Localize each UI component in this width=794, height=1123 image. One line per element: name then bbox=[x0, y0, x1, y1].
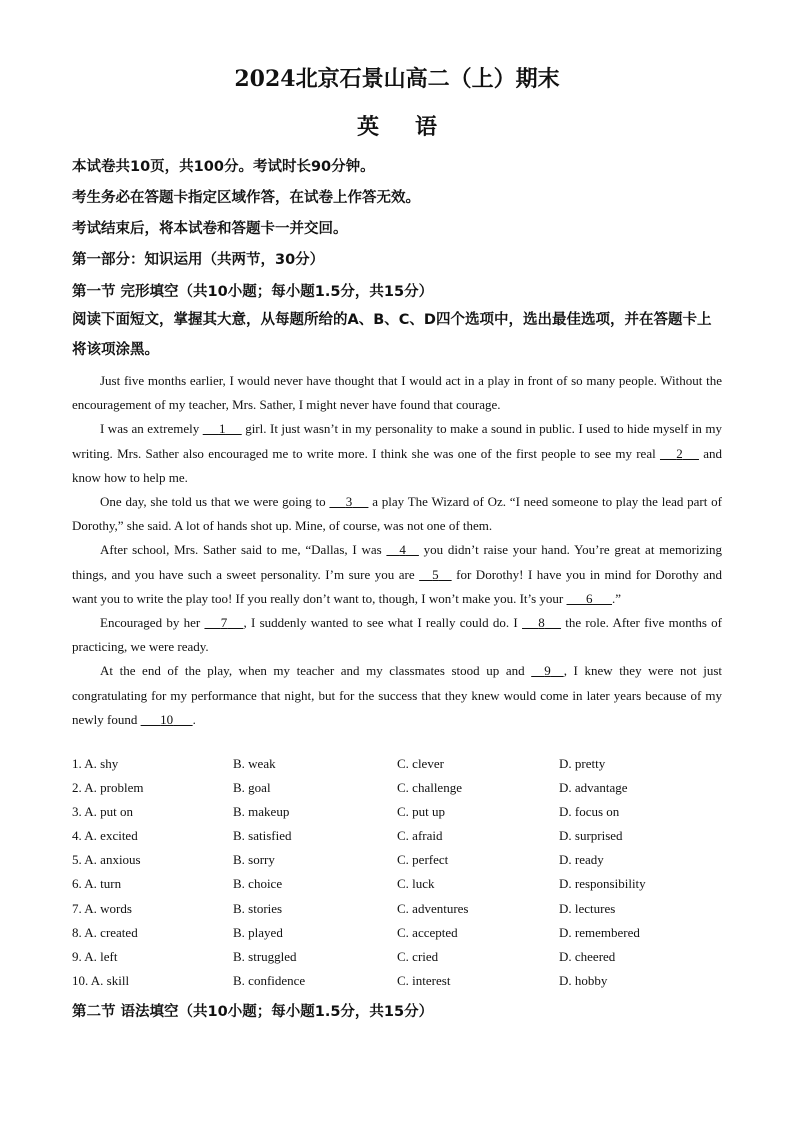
blank-9: 9 bbox=[544, 663, 551, 679]
passage-text: and know how to help me. bbox=[72, 445, 723, 485]
exam-subject: 英语 bbox=[356, 114, 473, 140]
passage-text: , I suddenly wanted to see what I really could do. I bbox=[243, 615, 523, 631]
section1-heading: 第一节 完形填空（共10小题；每小题1.5分，共15分） bbox=[72, 284, 434, 300]
instruction-line-2: 考生务必在答题卡指定区域作答，在试卷上作答无效。 bbox=[72, 190, 420, 206]
part1-heading: 第一部分：知识运用（共两节，30分） bbox=[72, 252, 325, 268]
passage-text: you didn’t raise your hand. You’re great at memorizing things, and you have such a sweet personality. I’m sure you are bbox=[72, 542, 722, 582]
option-b: B. struggled bbox=[233, 948, 297, 964]
option-c: C. put up bbox=[397, 804, 446, 820]
option-c: C. clever bbox=[397, 756, 444, 771]
passage-paragraph bbox=[72, 538, 722, 611]
blank-6: 6 bbox=[586, 590, 593, 606]
blank-4: 4 bbox=[399, 542, 406, 558]
passage-paragraph bbox=[72, 369, 722, 417]
instruction-line-1: 本试卷共10页，共100分。考试时长90分钟。 bbox=[72, 159, 375, 175]
section2-heading: 第二节 语法填空（共10小题；每小题1.5分，共15分） bbox=[72, 1004, 434, 1020]
options-row-10 bbox=[72, 973, 732, 997]
options-row-4 bbox=[72, 828, 732, 852]
answer-options bbox=[72, 756, 732, 997]
option-c: C. afraid bbox=[397, 828, 443, 844]
passage-text: After school, Mrs. Sather said to me, “Dallas, I was bbox=[100, 542, 387, 558]
options-row-6 bbox=[72, 876, 732, 900]
instruction-line-3: 考试结束后，将本试卷和答题卡一并交回。 bbox=[72, 221, 348, 237]
blank-7: 7 bbox=[220, 615, 228, 631]
option-b: B. satisfied bbox=[233, 828, 292, 844]
option-d: D. advantage bbox=[559, 780, 628, 796]
option-a: 6. A. turn bbox=[72, 876, 122, 892]
passage-text: .” bbox=[612, 590, 622, 606]
passage-text: Encouraged by her bbox=[100, 615, 205, 631]
blank-2: 2 bbox=[676, 445, 683, 461]
exam-title: 2024北京石景山高二（上）期末 bbox=[234, 66, 560, 92]
options-row-9 bbox=[72, 949, 732, 973]
option-d: D. responsibility bbox=[559, 876, 646, 892]
option-d: D. cheered bbox=[559, 948, 616, 964]
cloze-passage bbox=[72, 369, 722, 732]
option-c: C. perfect bbox=[397, 852, 449, 868]
option-c: C. luck bbox=[397, 876, 435, 892]
options-row-5 bbox=[72, 852, 732, 876]
options-row-7 bbox=[72, 901, 732, 925]
passage-text: I was an extremely bbox=[100, 421, 203, 437]
option-a: 4. A. excited bbox=[72, 828, 138, 844]
option-c: C. cried bbox=[397, 948, 439, 964]
option-d: D. ready bbox=[559, 852, 604, 868]
option-a: 8. A. created bbox=[72, 924, 138, 940]
option-d: D. surprised bbox=[559, 828, 623, 844]
option-d: D. pretty bbox=[559, 756, 606, 771]
blank-5: 5 bbox=[432, 566, 439, 582]
option-a: 5. A. anxious bbox=[72, 852, 141, 868]
passage-text: girl. It just wasn’t in my personality to make a sound in public. I used to hide myself in my writing. Mrs. Sather also encouraged me to write more. I think she was one of the first people to see my real bbox=[72, 421, 722, 461]
option-c: C. interest bbox=[397, 972, 451, 988]
section1-directions: 阅读下面短文，掌握其大意，从每题所给的A、B、C、D四个选项中，选出最佳选项，并在答题卡上将该项涂黑。 bbox=[72, 312, 712, 358]
passage-paragraph bbox=[72, 611, 722, 659]
passage-text: the role. After five months of practicing, we were ready. bbox=[72, 615, 722, 655]
passage-text: One day, she told us that we were going to bbox=[100, 494, 330, 510]
option-c: C. accepted bbox=[397, 924, 458, 940]
blank-1: 1 bbox=[218, 421, 226, 437]
passage-paragraph bbox=[72, 417, 722, 490]
option-b: B. weak bbox=[233, 756, 276, 771]
option-a: 3. A. put on bbox=[72, 804, 134, 820]
option-b: B. confidence bbox=[233, 972, 306, 988]
passage-text: a play The Wizard of Oz. “I need someone to play the lead part of Dorothy,” she said. A lot of hands shot up. Mine, of course, was not one of them. bbox=[72, 494, 722, 534]
option-d: D. focus on bbox=[559, 804, 620, 820]
passage-text: At the end of the play, when my teacher and my classmates stood up and bbox=[100, 663, 532, 679]
passage-text: for Dorothy! I have you in mind for Dorothy and want you to write the play too! If you really don’t want to, though, I won’t make you. It’s your bbox=[72, 566, 722, 606]
option-a: 7. A. words bbox=[72, 900, 132, 916]
option-b: B. stories bbox=[233, 900, 283, 916]
passage-text: , I knew they were not just congratulating for my performance that night, but for the success that they knew would come in later years because of my newly found bbox=[72, 663, 722, 727]
option-d: D. hobby bbox=[559, 972, 608, 988]
passage-text: Just five months earlier, I would never have thought that I would act in a play in front of so many people. Without the encouragement of my teacher, Mrs. Sather, I might never have found that courage. bbox=[72, 373, 722, 413]
option-d: D. remembered bbox=[559, 924, 640, 940]
passage-text: . bbox=[192, 711, 196, 727]
option-b: B. goal bbox=[233, 780, 271, 796]
option-a: 1. A. shy bbox=[72, 756, 119, 771]
option-c: C. challenge bbox=[397, 780, 462, 796]
options-row-8 bbox=[72, 925, 732, 949]
option-b: B. choice bbox=[233, 876, 283, 892]
option-a: 10. A. skill bbox=[72, 972, 130, 988]
passage-paragraph bbox=[72, 490, 722, 538]
options-row-3 bbox=[72, 804, 732, 828]
options-row-2 bbox=[72, 780, 732, 804]
blank-3: 3 bbox=[345, 494, 353, 510]
option-a: 9. A. left bbox=[72, 948, 118, 964]
blank-8: 8 bbox=[538, 615, 545, 631]
option-d: D. lectures bbox=[559, 900, 616, 916]
option-b: B. sorry bbox=[233, 852, 275, 868]
options-row-1 bbox=[72, 756, 732, 780]
option-b: B. played bbox=[233, 924, 283, 940]
passage-paragraph bbox=[72, 659, 722, 732]
option-b: B. makeup bbox=[233, 804, 290, 820]
blank-10: 10 bbox=[160, 711, 174, 727]
option-c: C. adventures bbox=[397, 900, 469, 916]
option-a: 2. A. problem bbox=[72, 780, 144, 796]
